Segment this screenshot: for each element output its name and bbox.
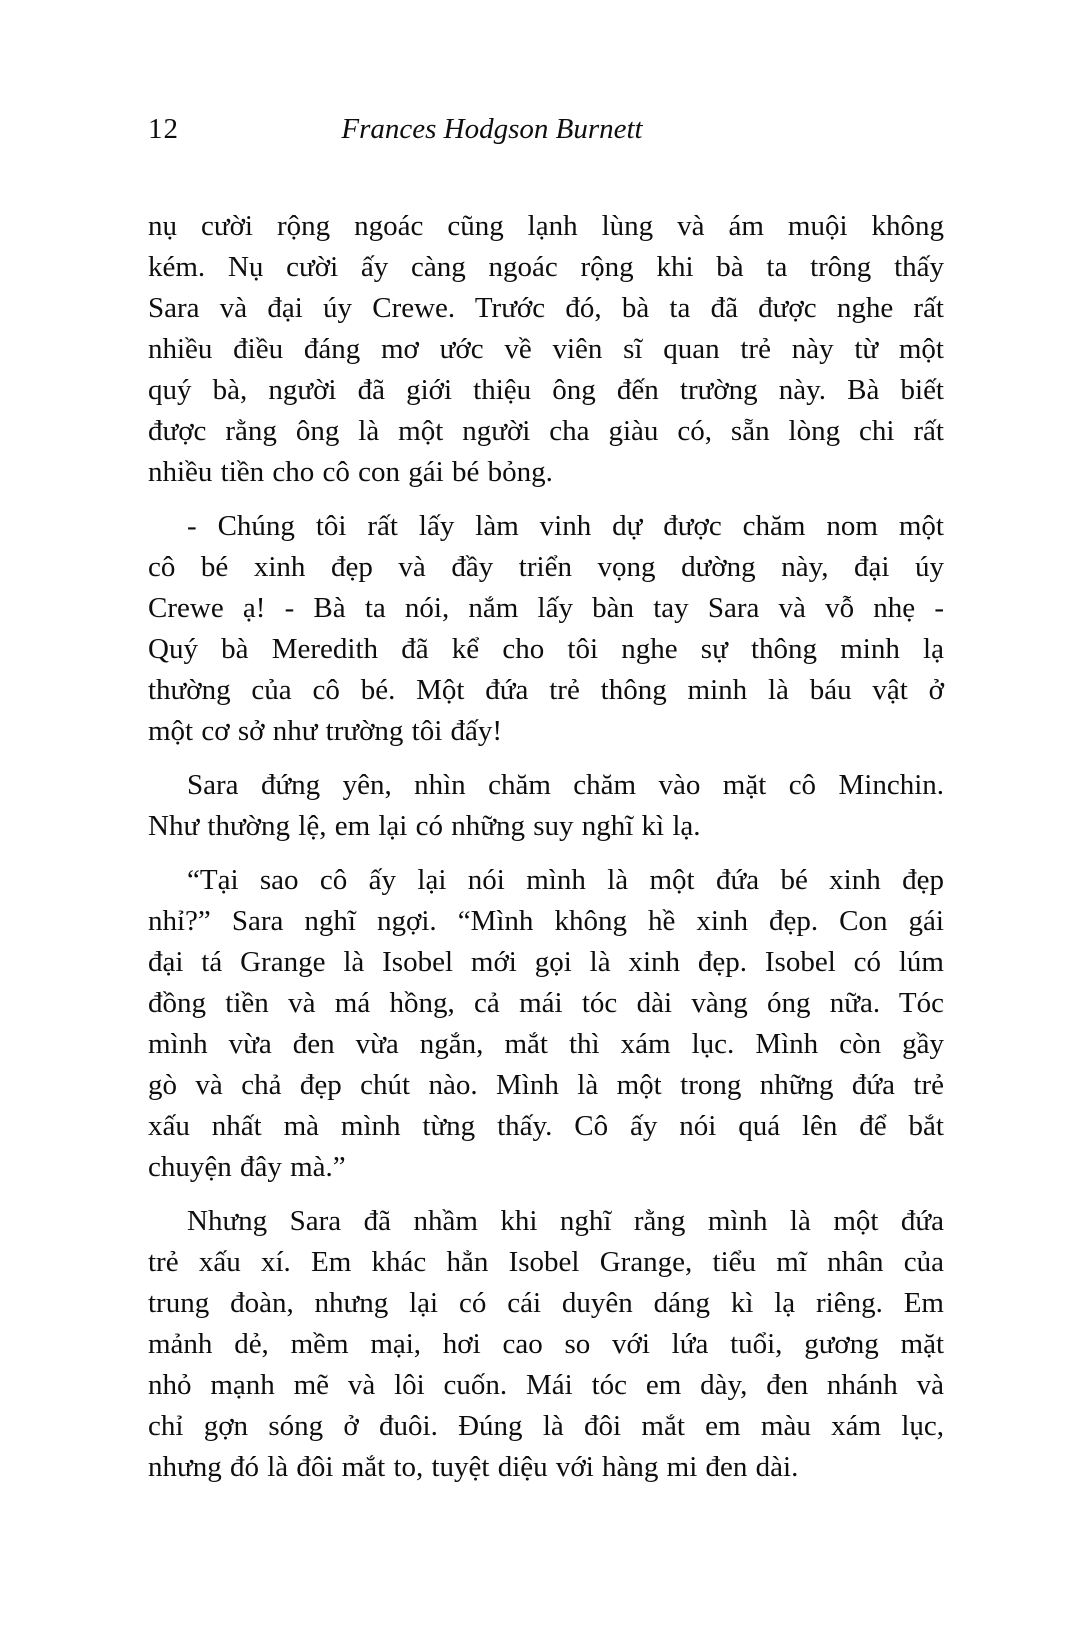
running-head xyxy=(148,111,944,149)
paragraph xyxy=(148,765,944,847)
text-line: được rằng ông là một người cha giàu có, sẵn lòng chi rất xyxy=(148,415,944,447)
text-line: “Tại sao cô ấy lại nói mình là một đứa bé xinh đẹp xyxy=(187,864,944,896)
text-line: kém. Nụ cười ấy càng ngoác rộng khi bà ta trông thấy xyxy=(148,251,944,283)
text-line: chuyện đây mà.” xyxy=(148,1151,346,1183)
text-line: xấu nhất mà mình từng thấy. Cô ấy nói quá lên để bắt xyxy=(148,1110,944,1142)
text-line: đại tá Grange là Isobel mới gọi là xinh đẹp. Isobel có lúm xyxy=(148,946,944,978)
paragraph xyxy=(148,1201,944,1488)
text-line: - Chúng tôi rất lấy làm vinh dự được chăm nom một xyxy=(187,510,944,542)
text-line: Sara đứng yên, nhìn chăm chăm vào mặt cô Minchin. xyxy=(187,769,944,801)
text-line: nhiều tiền cho cô con gái bé bỏng. xyxy=(148,456,553,488)
page-body xyxy=(148,206,944,1488)
text-line: quý bà, người đã giới thiệu ông đến trường này. Bà biết xyxy=(148,374,944,406)
text-line: gò và chả đẹp chút nào. Mình là một trong những đứa trẻ xyxy=(148,1069,944,1101)
running-header-title: Frances Hodgson Burnett xyxy=(341,113,643,145)
text-line: một cơ sở như trường tôi đấy! xyxy=(148,715,503,747)
paragraph xyxy=(148,206,944,493)
text-line: Quý bà Meredith đã kể cho tôi nghe sự thông minh lạ xyxy=(148,633,944,665)
text-line: mảnh dẻ, mềm mại, hơi cao so với lứa tuổi, gương mặt xyxy=(148,1328,944,1360)
text-line: trẻ xấu xí. Em khác hẳn Isobel Grange, tiểu mĩ nhân của xyxy=(148,1246,944,1278)
page-number: 12 xyxy=(148,113,179,145)
text-line: cô bé xinh đẹp và đầy triển vọng dường này, đại úy xyxy=(148,551,944,583)
paragraph xyxy=(148,860,944,1188)
text-line: Crewe ạ! - Bà ta nói, nắm lấy bàn tay Sara và vỗ nhẹ - xyxy=(148,592,944,624)
text-line: nụ cười rộng ngoác cũng lạnh lùng và ám muội không xyxy=(148,210,944,242)
text-line: nhỏ mạnh mẽ và lôi cuốn. Mái tóc em dày, đen nhánh và xyxy=(148,1369,944,1401)
text-line: chỉ gợn sóng ở đuôi. Đúng là đôi mắt em màu xám lục, xyxy=(148,1410,944,1442)
text-line: nhiều điều đáng mơ ước về viên sĩ quan trẻ này từ một xyxy=(148,333,944,365)
text-line: Như thường lệ, em lại có những suy nghĩ kì lạ. xyxy=(148,810,701,842)
paragraph xyxy=(148,506,944,752)
text-line: đồng tiền và má hồng, cả mái tóc dài vàng óng nữa. Tóc xyxy=(148,987,944,1019)
text-line: Nhưng Sara đã nhầm khi nghĩ rằng mình là một đứa xyxy=(187,1205,944,1237)
text-line: Sara và đại úy Crewe. Trước đó, bà ta đã được nghe rất xyxy=(148,292,944,324)
text-line: nhỉ?” Sara nghĩ ngợi. “Mình không hề xinh đẹp. Con gái xyxy=(148,905,944,937)
text-line: mình vừa đen vừa ngắn, mắt thì xám lục. Mình còn gầy xyxy=(148,1028,944,1060)
text-line: trung đoàn, nhưng lại có cái duyên dáng kì lạ riêng. Em xyxy=(148,1287,944,1319)
text-line: thường của cô bé. Một đứa trẻ thông minh là báu vật ở xyxy=(148,674,944,706)
text-line: nhưng đó là đôi mắt to, tuyệt diệu với hàng mi đen dài. xyxy=(148,1451,799,1483)
